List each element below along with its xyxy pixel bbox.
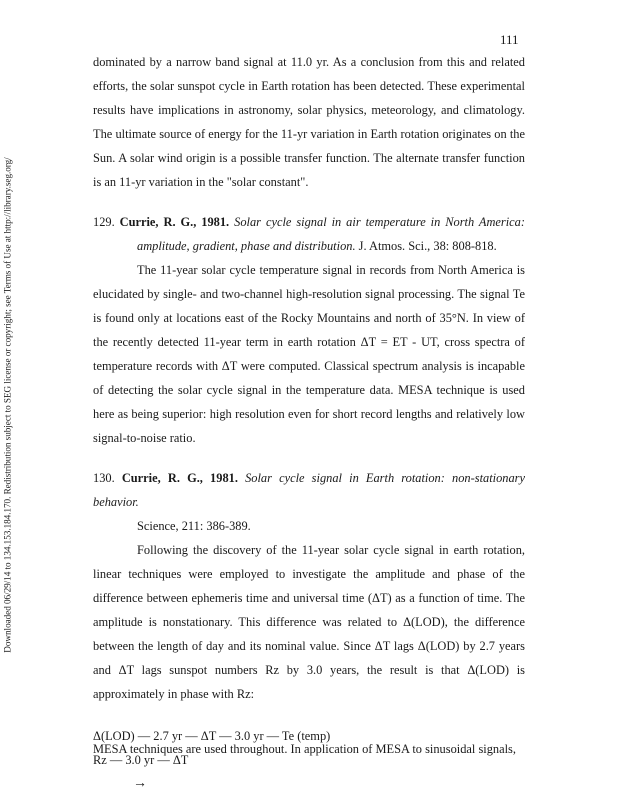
page-number: 111 (500, 32, 519, 47)
reference-authors: Currie, R. G., 1981. (121, 471, 238, 485)
closing-line: MESA techniques are used throughout. In application of MESA to sinusoidal signals, (93, 742, 516, 756)
equation-line: Rz — 3.0 yr — ΔT (93, 753, 189, 767)
reference-number: 129. (93, 215, 115, 229)
reference-number: 130. (93, 471, 115, 485)
equation-line: Δ(LOD) — 2.7 yr — ΔT — 3.0 yr — Te (temp) (93, 729, 331, 743)
download-notice (1, 125, 15, 685)
reference-abstract: The 11-year solar cycle temperature signal in records from North America is elucidated by single- and two-channel high-resolution signal processing. The signal Te is found only at locations east of the Rocky Mountains and north of 35°N. In view of the recently detected 11-year term in earth rotation ΔT = ET - UT, cross spectra of temperature records with ΔT were computed. Classical spectrum analysis is incapable of detecting the solar cycle signal in the temperature data. MESA technique is used here as being superior: high resolution even for short record lengths and relatively low signal-to-noise ratio. (93, 263, 525, 445)
reference-source: Science, 211: 386-389. (137, 519, 251, 533)
intro-paragraph: dominated by a narrow band signal at 11.0 yr. As a conclusion from this and related efforts, the solar sunspot cycle in Earth rotation has been detected. These experimental results have implications in astronomy, solar physics, meteorology, and climatology. The ultimate source of energy for the 11-yr variation in Earth rotation originates on the Sun. A solar wind origin is a possible transfer function. The alternate transfer function is an 11-yr variation in the "solar constant". (93, 55, 525, 189)
reference-citation (93, 210, 525, 258)
right-arrow-icon: → (133, 776, 147, 791)
page-body (93, 50, 525, 796)
reference-title: Solar cycle signal in Earth rotation: non-stationary behavior. (93, 471, 525, 509)
reference-entry (93, 466, 525, 706)
reference-citation (93, 466, 525, 514)
equation-block (93, 724, 525, 796)
download-notice-text: Downloaded 06/29/14 to 134.153.184.170. Redistribution subject to SEG license or copyright; see Terms of Use at http://library.seg.org/ (3, 157, 14, 653)
reference-source: J. Atmos. Sci., 38: 808-818. (358, 239, 497, 253)
reference-abstract: Following the discovery of the 11-year solar cycle signal in earth rotation, linear techniques were employed to investigate the amplitude and phase of the difference between ephemeris time and universal time (ΔT) as a function of time. The amplitude is nonstationary. This difference was related to Δ(LOD), the difference between the length of day and its nominal value. Since ΔT lags Δ(LOD) by 2.7 years and ΔT lags sunspot numbers Rz by 3.0 years, the result is that Δ(LOD) is approximately in phase with Rz: (93, 543, 525, 701)
reference-title: Solar cycle signal in air temperature in North America: amplitude, gradient, phase and distribution. (137, 215, 526, 253)
reference-authors: Currie, R. G., 1981. (119, 215, 230, 229)
reference-entry (93, 210, 525, 450)
